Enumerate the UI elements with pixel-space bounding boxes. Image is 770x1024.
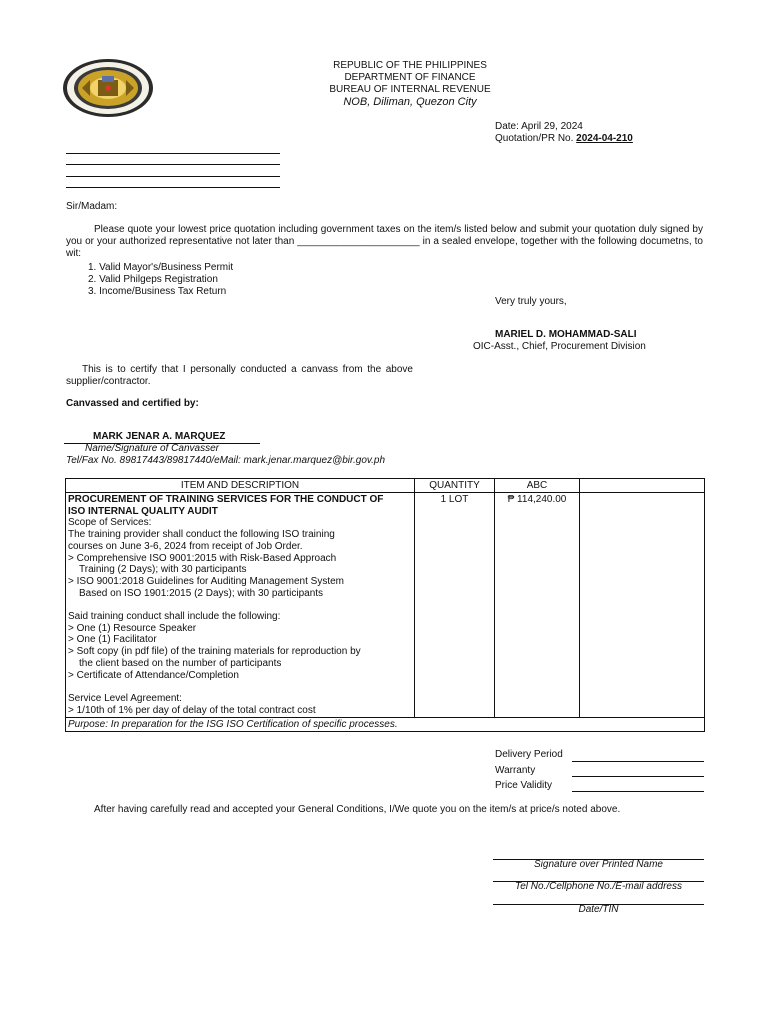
description-line: courses on June 3-6, 2024 from receipt of Job Order. (68, 540, 303, 552)
description-line: Service Level Agreement: (68, 692, 182, 704)
header-abc: ABC (495, 479, 580, 493)
required-doc-item: 1. Valid Mayor's/Business Permit (88, 262, 234, 273)
item-title: ISO INTERNAL QUALITY AUDIT (68, 505, 218, 517)
contact-label: Tel No./Cellphone No./E-mail address (515, 881, 682, 892)
description-line: Scope of Services: (68, 517, 152, 529)
description-line (68, 681, 412, 693)
closing-text: Very truly yours, (495, 296, 567, 307)
description-line: Based on ISO 1901:2015 (2 Days); with 30 participants (79, 587, 324, 599)
quotation-line (495, 133, 633, 144)
item-title: PROCUREMENT OF TRAINING SERVICES FOR THE CONDUCT OF (68, 494, 384, 505)
address-line: NOB, Diliman, Quezon City (343, 96, 477, 108)
description-line: > Soft copy (in pdf file) of the training materials for reproduction by (68, 646, 361, 658)
description-line: Training (2 Days); with 30 participants (79, 564, 247, 576)
description-line: > ISO 9001:2018 Guidelines for Auditing Management System (68, 575, 345, 587)
acceptance-statement: After having carefully read and accepted your General Conditions, I/We quote you on the item/s at price/s noted above. (94, 804, 621, 815)
purpose-cell: Purpose: In preparation for the ISG ISO Certification of specific processes. (66, 718, 705, 732)
republic-line: REPUBLIC OF THE PHILIPPINES (333, 60, 487, 71)
department-line: DEPARTMENT OF FINANCE (344, 72, 476, 83)
description-line: > 1/10th of 1% per day of delay of the total contract cost (68, 704, 316, 716)
warranty-label: Warranty (495, 765, 536, 776)
items-table (65, 478, 705, 732)
delivery-period-label: Delivery Period (495, 749, 563, 760)
description-line: > One (1) Resource Speaker (68, 622, 197, 634)
canvasser-caption: Name/Signature of Canvasser (85, 443, 219, 454)
canvasser-contact: Tel/Fax No. 89817443/89817440/eMail: mark.jenar.marquez@bir.gov.ph (66, 455, 386, 466)
description-line: The training provider shall conduct the following ISO training (68, 529, 335, 541)
item-description-cell (66, 493, 415, 718)
supplier-line-3 (66, 176, 280, 177)
bir-seal-logo (62, 58, 154, 118)
required-doc-item: 3. Income/Business Tax Return (88, 286, 227, 297)
abc-cell: ₱ 114,240.00 (495, 493, 580, 718)
purpose-row (66, 718, 705, 732)
description-line (68, 599, 412, 611)
description-line: the client based on the number of participants (79, 657, 282, 669)
quantity-cell: 1 LOT (415, 493, 495, 718)
supplier-line-1 (66, 153, 280, 154)
supplier-line-2 (66, 164, 280, 165)
description-line: > Comprehensive ISO 9001:2015 with Risk-Based Approach (68, 552, 337, 564)
required-documents (88, 262, 233, 298)
header-blank (580, 479, 705, 493)
table-header-row (66, 479, 705, 493)
certify-paragraph: This is to certify that I personally conducted a canvass from the above supplier/contractor. (66, 364, 413, 387)
header-item-description: ITEM AND DESCRIPTION (66, 479, 415, 493)
supplier-line-4 (66, 187, 280, 188)
quotation-label: Quotation/PR No. (495, 133, 574, 144)
salutation: Sir/Madam: (66, 201, 118, 212)
bureau-line: BUREAU OF INTERNAL REVENUE (329, 84, 491, 95)
canvassed-label: Canvassed and certified by: (66, 398, 199, 409)
required-doc-item: 2. Valid Philgeps Registration (88, 274, 218, 285)
description-line: Said training conduct shall include the following: (68, 611, 281, 623)
signatory-title: OIC-Asst., Chief, Procurement Division (473, 341, 646, 352)
description-line: > Certificate of Attendance/Completion (68, 669, 239, 681)
signature-label: Signature over Printed Name (534, 859, 663, 870)
date-tin-label: Date/TIN (578, 904, 619, 915)
blank-cell (580, 493, 705, 718)
delivery-period-line (572, 761, 704, 762)
table-row (66, 493, 705, 718)
intro-paragraph: Please quote your lowest price quotation including government taxes on the item/s listed below and submit your quotation duly signed by you or your authorized representative not later than ______________________ in a sealed envelope, together with the following documetns, to wit: (66, 224, 703, 259)
description-line: > One (1) Facilitator (68, 634, 157, 646)
signatory-name: MARIEL D. MOHAMMAD-SALI (495, 329, 637, 340)
quotation-number: 2024-04-210 (576, 133, 633, 144)
date-line: Date: April 29, 2024 (495, 121, 583, 132)
canvasser-name: MARK JENAR A. MARQUEZ (93, 431, 226, 442)
price-validity-label: Price Validity (495, 780, 553, 791)
header-quantity: QUANTITY (415, 479, 495, 493)
price-validity-line (572, 791, 704, 792)
warranty-line (572, 776, 704, 777)
